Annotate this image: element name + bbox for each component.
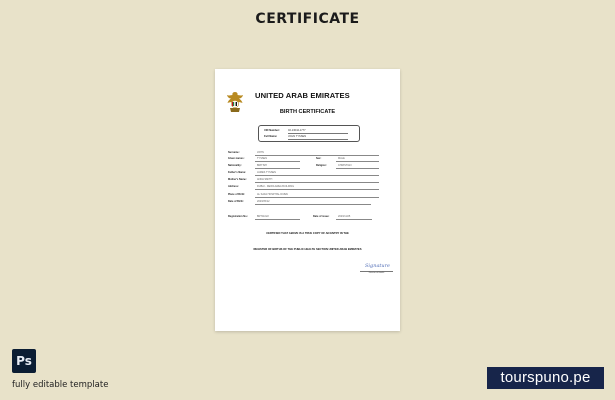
fullname-underline	[288, 139, 348, 140]
religion-label: Religion:	[316, 164, 327, 167]
place-of-birth-label: Place of Birth:	[228, 193, 245, 196]
uid-value: 02-13044-1777	[288, 129, 306, 132]
registration-label: Registration No.:	[228, 215, 249, 218]
nationality-value: BRITISH	[257, 164, 267, 167]
address-value: DUBAI - DEIRA AREA BUILDING	[257, 185, 295, 188]
brand-logo[interactable]: tourspuno.pe	[487, 367, 604, 389]
uid-underline	[288, 133, 348, 134]
father-name-value: JAMES TYSSEN	[257, 171, 276, 174]
registration-value: BRT11022	[257, 215, 269, 218]
certified-statement-line1: CERTIFIED THAT ABOVE IS A TRUE COPY OF AN ENTRY IN THE	[266, 232, 349, 235]
uid-label: UID Number:	[264, 129, 280, 132]
given-names-value: TYSSEN	[257, 157, 268, 160]
nationality-label: Nationality:	[228, 164, 242, 167]
date-of-birth-label: Date of Birth:	[228, 200, 244, 203]
surname-underline	[255, 155, 379, 156]
tagline: fully editable template	[12, 380, 109, 390]
mother-name-label: Mother's Name:	[228, 178, 247, 181]
place-of-birth-value: AL SAFA HOSPITAL DUBAI	[257, 193, 289, 196]
registration-underline	[255, 219, 300, 220]
address-underline	[255, 189, 379, 190]
date-of-issue-label: Date of issue:	[313, 215, 330, 218]
fullname-value: JOHN TYSSEN	[288, 135, 307, 138]
given-names-underline	[255, 161, 300, 162]
place-of-birth-underline	[255, 197, 379, 198]
surname-value: JOHN	[257, 151, 264, 154]
signature-caption: Director of Health	[368, 272, 385, 274]
religion-value: CHRISTIAN	[338, 164, 352, 167]
mother-name-underline	[255, 182, 379, 183]
certified-statement-line2: REGISTER OF BIRTHS OF THE PUBLIC HEALTH SECTION UNITED ARAB EMIRATES	[253, 248, 362, 251]
certificate-document	[215, 69, 400, 331]
document-title: BIRTH CERTIFICATE	[279, 109, 336, 115]
surname-label: Surname:	[228, 151, 240, 154]
signature: Signature	[365, 263, 391, 269]
sex-underline	[336, 161, 379, 162]
fullname-row	[264, 135, 356, 141]
country-title: UNITED ARAB EMIRATES	[255, 91, 350, 100]
father-name-label: Father's Name:	[228, 171, 246, 174]
date-of-birth-value: 2023/05/12	[257, 200, 270, 203]
date-of-issue-value: 2023/11/25	[338, 215, 351, 218]
sex-value: MALE	[338, 157, 345, 160]
address-label: Address:	[228, 185, 239, 188]
mother-name-value: ANNA SMITH	[257, 178, 273, 181]
date-of-issue-underline	[336, 219, 372, 220]
given-names-label: Given names:	[228, 157, 245, 160]
date-of-birth-underline	[255, 204, 371, 205]
nationality-underline	[255, 168, 300, 169]
father-name-underline	[255, 175, 379, 176]
id-box	[258, 125, 360, 142]
photoshop-icon: Ps	[12, 349, 36, 373]
page-title: CERTIFICATE	[255, 11, 360, 27]
fullname-label: Full Name:	[264, 135, 278, 138]
religion-underline	[336, 168, 379, 169]
sex-label: Sex:	[316, 157, 322, 160]
